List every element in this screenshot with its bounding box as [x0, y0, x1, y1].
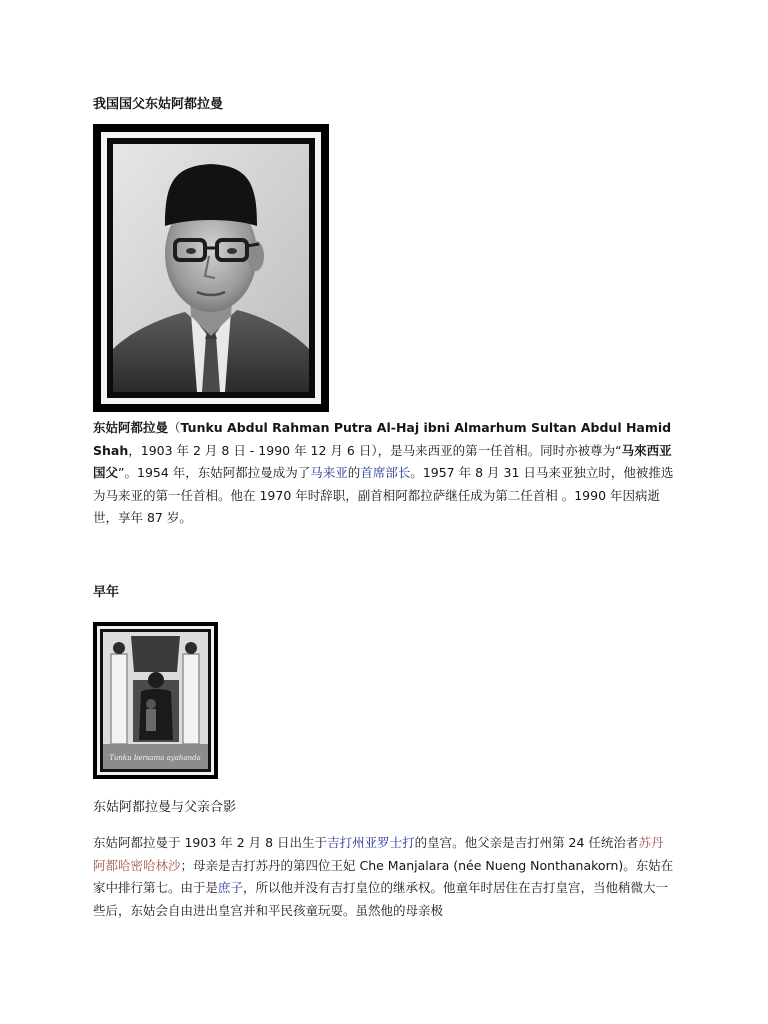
subject-name-cn: 东姑阿都拉曼 [93, 420, 169, 435]
portrait-photo [113, 144, 309, 392]
tunku-portrait-image [113, 144, 309, 392]
family-photo [103, 632, 208, 769]
section-title-early-life: 早年 [93, 585, 120, 600]
intro-paragraph: 东姑阿都拉曼（Tunku Abdul Rahman Putra Al-Haj ibni Almarhum Sultan Abdul Hamid Shah，1903 年 2 月 8 日 - 1990 年 12 月 6 日），是马来西亚的第一任首相。同时亦被尊为“马來西亚国父”。1954 年，东姑阿都拉曼成为了马来亚的首席部长。1957 年 8 月 31 日马来亚独立时，他被推选为马来亚的第一任首相。他在 1970 年时辞职，副首相阿都拉萨继任成为第二任首相 。1990 年因病逝世，享年 87 岁。 [93, 420, 674, 525]
article-heading: 我国国父东姑阿都拉曼 [93, 97, 224, 112]
photo-watermark-text: Tunku bersama ayahanda [109, 754, 201, 762]
link-malaya[interactable]: 马来亚 [310, 465, 348, 480]
subject-name-en: Tunku Abdul Rahman Putra Al-Haj ibni Almarhum Sultan Abdul Hamid Shah [93, 420, 672, 458]
link-chief-minister[interactable]: 首席部长 [360, 465, 411, 480]
early-life-paragraph: 东姑阿都拉曼于 1903 年 2 月 8 日出生于吉打州亚罗士打的皇宫。他父亲是吉打州第 24 任统治者苏丹阿都哈密哈林沙；母亲是吉打苏丹的第四位王妃 Che Manjalara (née Nueng Nonthanakorn)。东姑在家中排行第七。由于是庶子，所以他并没有吉打皇位的继承权。他童年时居住在吉打皇宫，当他稍微大一些后，东姑会自由进出皇宫并和平民孩童玩耍。虽然他的母亲极 [93, 835, 674, 918]
tunku-with-father-image [103, 632, 208, 769]
link-alor-setar[interactable]: 吉打州亚罗士打 [327, 835, 415, 850]
family-photo-frame [93, 622, 218, 779]
father-of-nation-title: 马來西亚国父 [93, 442, 672, 480]
portrait-photo-frame [93, 124, 329, 412]
photo-caption: 东姑阿都拉曼与父亲合影 [93, 800, 237, 815]
link-shuzi[interactable]: 庶子 [218, 880, 244, 895]
link-sultan-abdul-hamid[interactable]: 苏丹阿都哈密哈林沙 [93, 835, 664, 873]
